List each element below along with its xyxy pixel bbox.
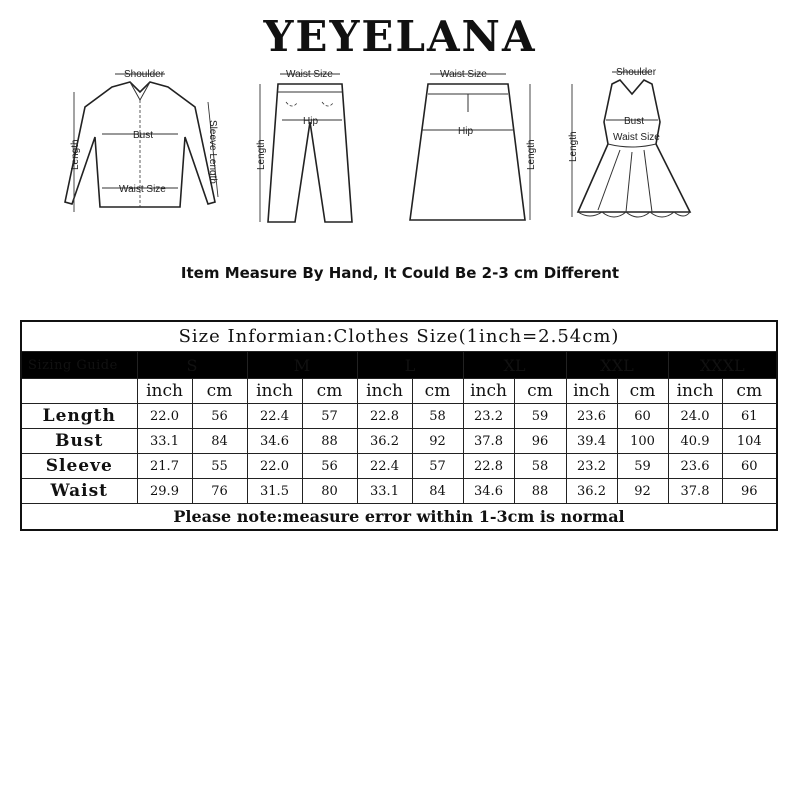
table-cell: 22.0 [137, 404, 192, 429]
size-header: XXL [566, 352, 668, 379]
brand-title: YEYELANA [263, 12, 537, 61]
unit-row [21, 379, 777, 404]
unit-header: cm [302, 379, 357, 404]
table-row [21, 404, 777, 429]
shirt-waist-label: Waist Size [119, 184, 166, 195]
table-row [21, 479, 777, 504]
table-cell: 96 [722, 479, 777, 504]
table-cell: 84 [412, 479, 463, 504]
measure-note: Item Measure By Hand, It Could Be 2-3 cm Different [180, 264, 620, 282]
table-cell: 92 [412, 429, 463, 454]
table-cell: 34.6 [463, 479, 514, 504]
table-row [21, 454, 777, 479]
size-header: L [357, 352, 463, 379]
size-header: XXXL [668, 352, 777, 379]
table-cell: 33.1 [137, 429, 192, 454]
table-cell: 23.6 [566, 404, 617, 429]
table-cell: 22.8 [357, 404, 412, 429]
table-cell: 96 [514, 429, 566, 454]
size-header: S [137, 352, 247, 379]
table-cell: 22.4 [247, 404, 302, 429]
pants-length-label: Length [256, 139, 267, 170]
size-header: XL [463, 352, 566, 379]
table-footer-note: Please note:measure error within 1-3cm is normal [21, 504, 777, 531]
skirt-diagram [410, 69, 537, 220]
shirt-sleeve-label: Sleeve Length [207, 120, 218, 184]
table-cell: 31.5 [247, 479, 302, 504]
dress-diagram [568, 67, 690, 217]
row-label: Length [21, 404, 137, 429]
table-cell: 21.7 [137, 454, 192, 479]
table-cell: 58 [514, 454, 566, 479]
unit-header: cm [192, 379, 247, 404]
unit-header: inch [137, 379, 192, 404]
dress-bust-label: Bust [624, 116, 645, 127]
table-cell: 59 [617, 454, 668, 479]
table-body [21, 404, 777, 504]
table-cell: 37.8 [668, 479, 722, 504]
table-cell: 37.8 [463, 429, 514, 454]
dress-waist-label: Waist Size [613, 132, 660, 143]
table-cell: 76 [192, 479, 247, 504]
table-cell: 34.6 [247, 429, 302, 454]
shirt-diagram [65, 69, 218, 212]
table-cell: 23.2 [566, 454, 617, 479]
pants-hip-label: Hip [303, 116, 319, 127]
unit-header: inch [668, 379, 722, 404]
unit-header: cm [722, 379, 777, 404]
size-chart-table [20, 320, 778, 531]
size-header: M [247, 352, 357, 379]
table-cell: 22.8 [463, 454, 514, 479]
unit-header: inch [566, 379, 617, 404]
table-cell: 104 [722, 429, 777, 454]
shirt-shoulder-label: Shoulder [124, 69, 165, 80]
table-cell: 57 [302, 404, 357, 429]
unit-header: inch [463, 379, 514, 404]
table-cell: 61 [722, 404, 777, 429]
sizing-guide-label: Sizing Guide [21, 352, 137, 379]
unit-header: inch [357, 379, 412, 404]
table-cell: 92 [617, 479, 668, 504]
unit-header: cm [412, 379, 463, 404]
table-cell: 39.4 [566, 429, 617, 454]
table-cell: 84 [192, 429, 247, 454]
table-cell: 40.9 [668, 429, 722, 454]
table-cell: 58 [412, 404, 463, 429]
garment-diagrams [60, 62, 740, 237]
table-cell: 59 [514, 404, 566, 429]
garment-diagram-svg [60, 62, 740, 237]
row-label: Bust [21, 429, 137, 454]
unit-header: inch [247, 379, 302, 404]
unit-header: cm [617, 379, 668, 404]
table-cell: 33.1 [357, 479, 412, 504]
table-cell: 57 [412, 454, 463, 479]
row-label: Sleeve [21, 454, 137, 479]
skirt-hip-label: Hip [458, 126, 474, 137]
table-cell: 56 [302, 454, 357, 479]
table-cell: 36.2 [566, 479, 617, 504]
shirt-length-label: Length [70, 139, 81, 170]
table-cell: 36.2 [357, 429, 412, 454]
pants-waist-label: Waist Size [286, 69, 333, 80]
dress-shoulder-label: Shoulder [616, 67, 657, 78]
table-cell: 23.6 [668, 454, 722, 479]
table-cell: 60 [722, 454, 777, 479]
skirt-waist-label: Waist Size [440, 69, 487, 80]
table-cell: 100 [617, 429, 668, 454]
unit-header: cm [514, 379, 566, 404]
table-cell: 56 [192, 404, 247, 429]
table-cell: 24.0 [668, 404, 722, 429]
table-cell: 88 [514, 479, 566, 504]
table-cell: 88 [302, 429, 357, 454]
pants-diagram [256, 69, 352, 222]
table-cell: 22.0 [247, 454, 302, 479]
table-cell: 29.9 [137, 479, 192, 504]
dress-length-label: Length [568, 131, 579, 162]
table-cell: 80 [302, 479, 357, 504]
skirt-length-label: Length [526, 139, 537, 170]
table-cell: 55 [192, 454, 247, 479]
table-cell: 60 [617, 404, 668, 429]
table-caption: Size Informian:Clothes Size(1inch=2.54cm) [21, 321, 777, 352]
table-row [21, 429, 777, 454]
shirt-bust-label: Bust [133, 130, 154, 141]
size-header-row [21, 352, 777, 379]
table-cell: 22.4 [357, 454, 412, 479]
row-label: Waist [21, 479, 137, 504]
table-cell: 23.2 [463, 404, 514, 429]
unit-row-blank [21, 379, 137, 404]
